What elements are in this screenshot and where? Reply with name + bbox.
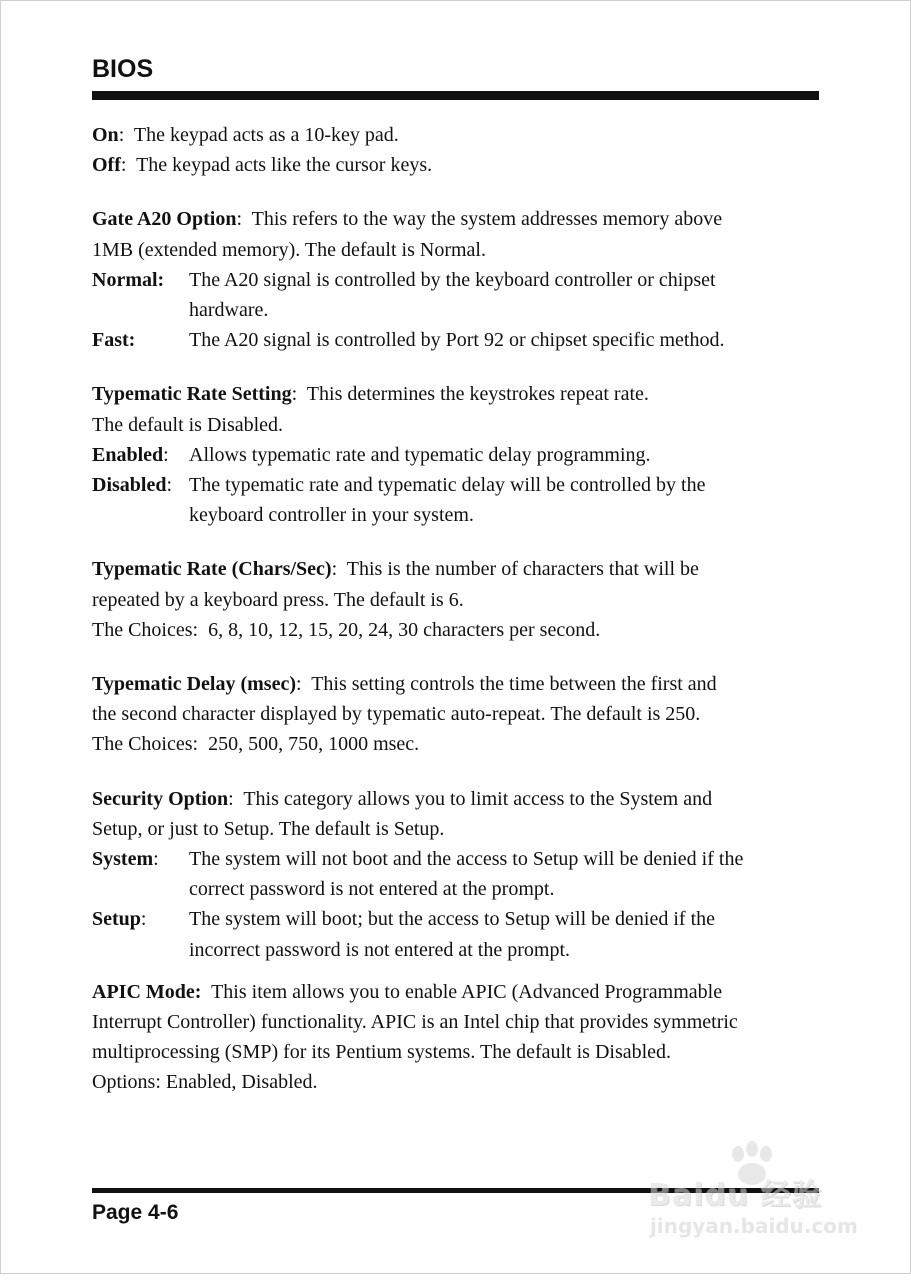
typematic-rate-setting-intro: Typematic Rate Setting: This determines the keystrokes repeat rate.	[92, 383, 649, 406]
gate-a20-normal: Normal: The A20 signal is controlled by the keyboard controller or chipset hardware.	[92, 268, 716, 322]
watermark-brand: Baidu 经验	[648, 1178, 823, 1213]
typematic-delay-choices: The Choices: 250, 500, 750, 1000 msec.	[92, 733, 420, 756]
typematic-rate-intro-2: repeated by a keyboard press. The default is 6.	[92, 588, 464, 611]
watermark-url: jingyan.baidu.com	[650, 1214, 858, 1238]
apic-mode-options: Options: Enabled, Disabled.	[92, 1071, 318, 1094]
apic-mode-intro-2: Interrupt Controller) functionality. APIC is an Intel chip that provides symmetric	[92, 1011, 738, 1034]
header-rule	[92, 91, 819, 100]
gate-a20-intro: Gate A20 Option: This refers to the way the system addresses memory above	[92, 208, 723, 231]
security-option-intro: Security Option: This category allows you to limit access to the System and	[92, 787, 713, 810]
typematic-delay-intro-2: the second character displayed by typematic auto-repeat. The default is 250.	[92, 703, 701, 726]
typematic-rate-title: Typematic Rate (Chars/Sec)	[92, 558, 332, 581]
typematic-rate-setting-title: Typematic Rate Setting	[92, 383, 292, 406]
gate-a20-intro-2: 1MB (extended memory). The default is Normal.	[92, 238, 486, 261]
apic-mode-title: APIC Mode:	[92, 980, 202, 1003]
keypad-off-line: Off: The keypad acts like the cursor keys.	[92, 154, 433, 177]
keypad-on-line: On: The keypad acts as a 10-key pad.	[92, 124, 399, 146]
security-system: System: The system will not boot and the access to Setup will be denied if the correct password is not entered at the prompt.	[92, 848, 744, 901]
gate-a20-title: Gate A20 Option	[92, 208, 237, 231]
baidu-watermark	[640, 1140, 870, 1250]
security-option-title: Security Option	[92, 787, 229, 810]
page-number: Page 4-6	[92, 1201, 179, 1224]
typematic-rate-setting-default: The default is Disabled.	[92, 413, 284, 436]
security-option-intro-2: Setup, or just to Setup. The default is Setup.	[92, 817, 445, 840]
apic-mode-intro-3: multiprocessing (SMP) for its Pentium systems. The default is Disabled.	[92, 1041, 672, 1064]
typematic-delay-intro: Typematic Delay (msec): This setting controls the time between the first and	[92, 673, 717, 696]
typematic-delay-title: Typematic Delay (msec)	[92, 673, 297, 696]
gate-a20-fast: Fast: The A20 signal is controlled by Port 92 or chipset specific method.	[92, 329, 725, 352]
typematic-disabled: Disabled: The typematic rate and typematic delay will be controlled by the keyboard controller in your system.	[92, 474, 706, 527]
typematic-rate-intro: Typematic Rate (Chars/Sec): This is the number of characters that will be	[92, 558, 699, 581]
typematic-rate-choices: The Choices: 6, 8, 10, 12, 15, 20, 24, 30 characters per second.	[92, 618, 601, 641]
apic-mode-intro: APIC Mode: This item allows you to enable APIC (Advanced Programmable	[92, 980, 723, 1003]
typematic-enabled: Enabled: Allows typematic rate and typematic delay programming.	[92, 443, 651, 466]
security-setup: Setup: The system will boot; but the access to Setup will be denied if the incorrect password is not entered at the prompt.	[92, 908, 716, 961]
manual-content	[92, 120, 822, 1098]
header-title: BIOS	[92, 55, 154, 83]
